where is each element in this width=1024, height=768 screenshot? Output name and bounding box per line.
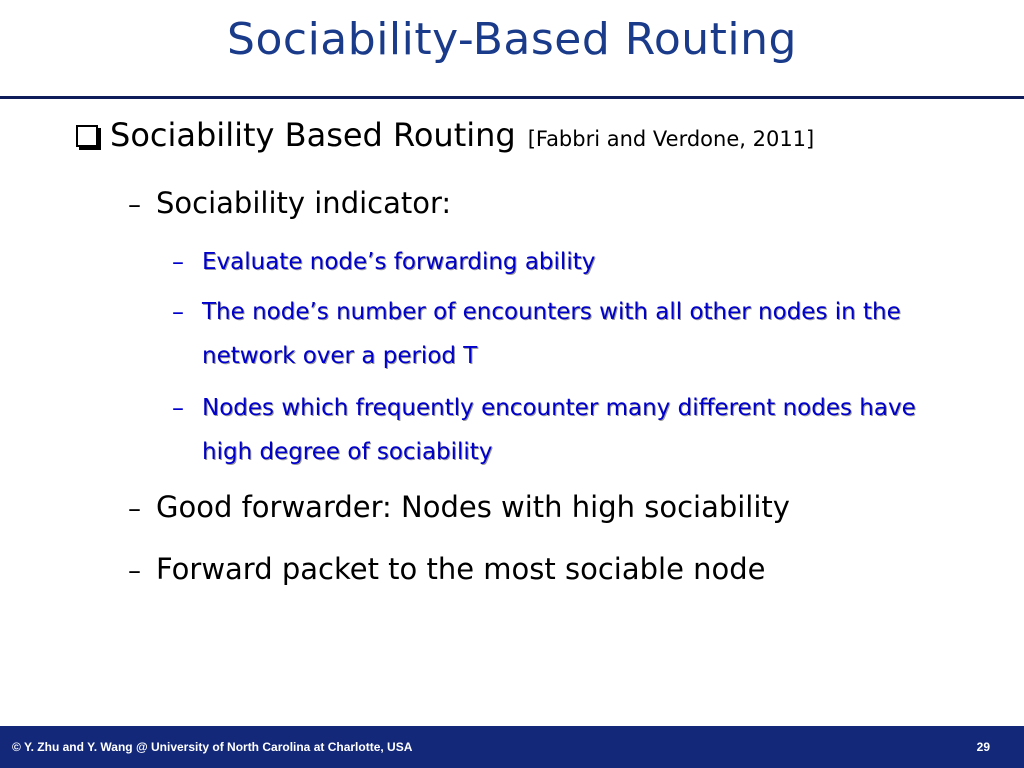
- dash-marker: –: [172, 394, 184, 422]
- bullet-good-forwarder: [128, 490, 790, 524]
- subbullet-encounters: [172, 290, 932, 378]
- dash-marker: –: [128, 494, 141, 524]
- slide-title: Sociability-Based Routing: [227, 14, 797, 65]
- subbullet-text: Evaluate node’s forwarding ability: [202, 249, 596, 275]
- subbullet-text: Nodes which frequently encounter many different nodes have high degree of sociability: [202, 395, 916, 465]
- footer-copyright: © Y. Zhu and Y. Wang @ University of North Carolina at Charlotte, USA: [12, 740, 413, 754]
- bullet-text: Good forwarder: Nodes with high sociability: [156, 490, 790, 524]
- footer-bar: [0, 726, 1024, 768]
- subbullet-frequent-nodes: [172, 386, 932, 474]
- heading-citation: [Fabbri and Verdone, 2011]: [527, 127, 815, 151]
- dash-marker: –: [172, 248, 184, 276]
- heading-bullet: [76, 116, 814, 154]
- bullet-text: Sociability indicator:: [156, 186, 452, 220]
- title-divider: [0, 96, 1024, 99]
- bullet-sociability-indicator: [128, 186, 451, 220]
- subbullet-evaluate: [172, 240, 932, 284]
- dash-marker: –: [128, 556, 141, 586]
- dash-marker: –: [128, 190, 141, 220]
- bullet-text: Forward packet to the most sociable node: [156, 552, 766, 586]
- bullet-forward-packet: [128, 552, 766, 586]
- checkbox-bullet-icon: [76, 125, 98, 147]
- heading-text: Sociability Based Routing: [110, 116, 516, 154]
- page-number: 29: [976, 740, 990, 754]
- dash-marker: –: [172, 298, 184, 326]
- subbullet-text: The node’s number of encounters with all other nodes in the network over a period T: [202, 299, 901, 369]
